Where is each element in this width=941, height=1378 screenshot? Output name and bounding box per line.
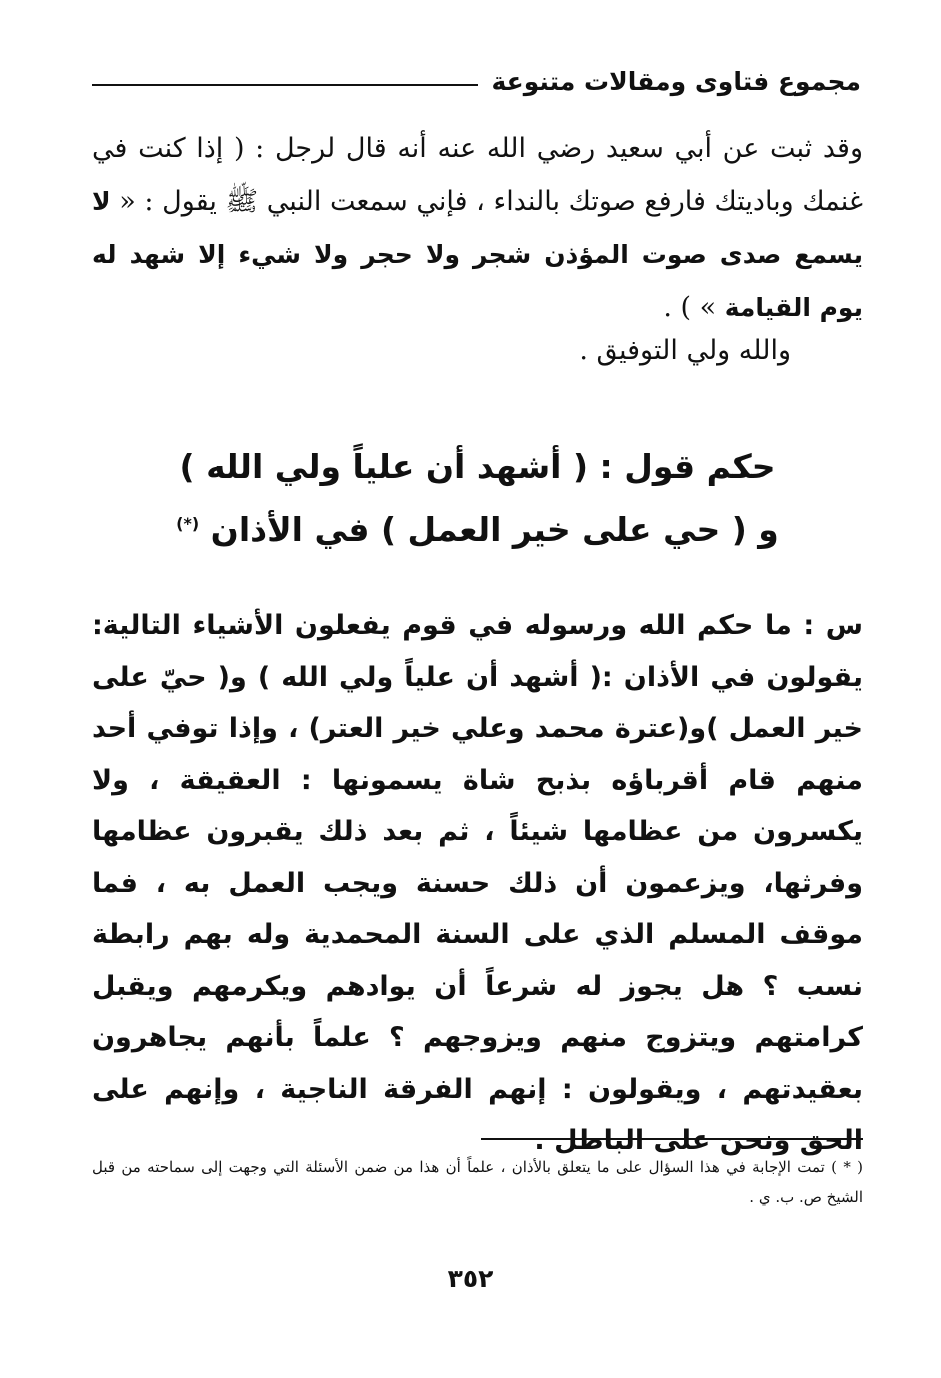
- footnote-marker: (*): [176, 514, 200, 533]
- header-rule: [92, 84, 478, 86]
- closing-line: والله ولي التوفيق .: [579, 335, 791, 366]
- running-header: [92, 56, 861, 106]
- book-title: مجموع فتاوى ومقالات متنوعة: [491, 66, 861, 96]
- question-paragraph: س : ما حكم الله ورسوله في قوم يفعلون الأشياء التالية: يقولون في الأذان :( أشهد أن علياً ولي الله ) و( حيّ على خير العمل )و(عترة محمد وعلي خير العتر) ، وإذا توفي أحد منهم قام أقرباؤه بذبح شاة يسمونها : العقيقة ، ولا يكسرون من عظامها شيئاً ، ثم بعد ذلك يقبرون عظامها وفرثها، ويزعمون أن ذلك حسنة ويجب العمل به ، فما موقف المسلم الذي على السنة المحمدية وله بهم رابطة نسب ؟ هل يجوز له شرعاً أن يوادهم ويكرمهم ويقبل كرامتهم ويتزوج منهم ويزوجهم ؟ علماً بأنهم يجاهرون بعقيدتهم ، ويقولون : إنهم الفرقة الناجية ، وإنهم على الحق ونحن على الباطل .: [92, 610, 863, 1156]
- heading-line-2: [92, 495, 863, 558]
- hadith-quote: لا يسمع صدى صوت المؤذن شجر ولا حجر ولا شيء إلا شهد له يوم القيامة: [92, 187, 863, 322]
- intro-paragraph: [92, 122, 863, 334]
- heading-line-2-text: و ( حي على خير العمل ) في الأذان: [210, 510, 779, 549]
- heading-line-1: حكم قول : ( أشهد أن علياً ولي الله ): [179, 447, 776, 486]
- intro-text-end: » ) .: [663, 292, 725, 323]
- page-number: ٣٥٢: [447, 1264, 494, 1293]
- footnote: ( * ) تمت الإجابة في هذا السؤال على ما يتعلق بالأذان ، علماً أن هذا من ضمن الأسئلة التي وجهت إلى سماحته من قبل الشيخ ص. ب. ي .: [92, 1158, 863, 1206]
- section-heading: [92, 438, 863, 558]
- intro-text-start: وقد ثبت عن أبي سعيد رضي الله عنه أنه قال لرجل : ( إذا كنت في غنمك وباديتك فارفع صوتك بالنداء ، فإني سمعت النبي ﷺ يقول : «: [92, 133, 863, 217]
- footnote-rule: [481, 1138, 863, 1140]
